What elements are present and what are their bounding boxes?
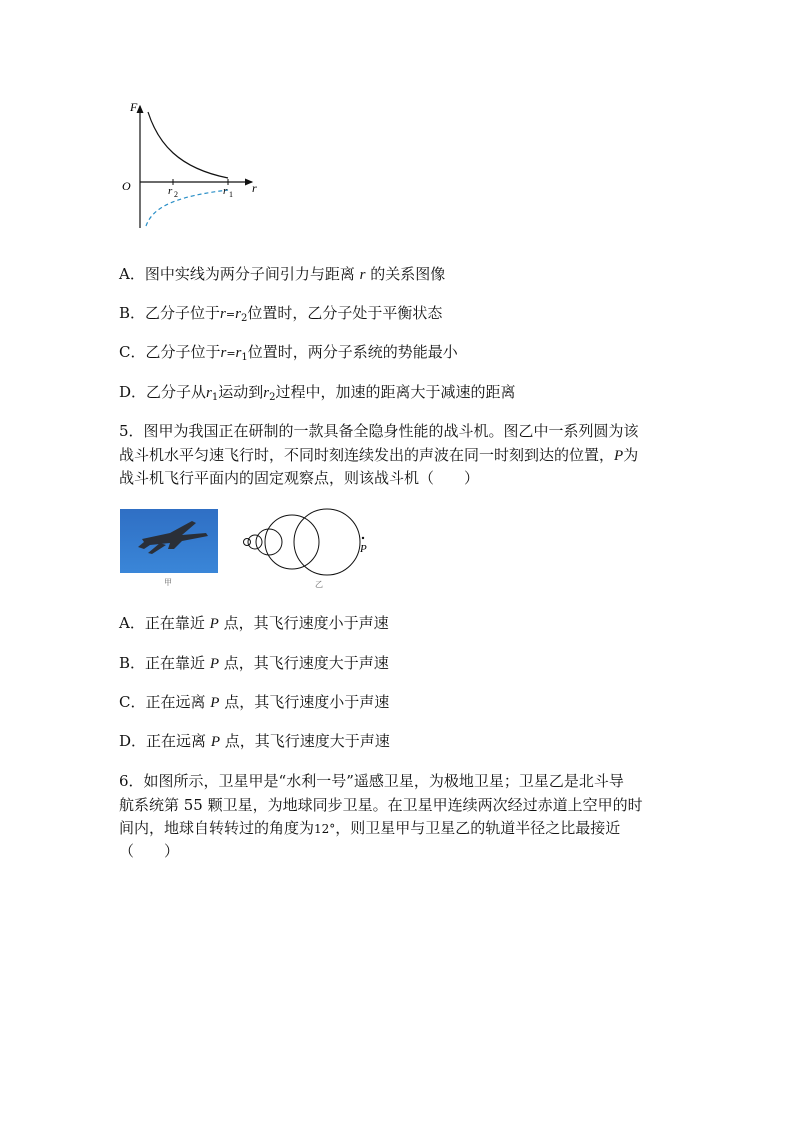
caption-yi: 乙	[315, 580, 323, 589]
q5-stem-line2: 战斗机水平匀速飞行时，不同时刻连续发出的声波在同一时刻到达的位置，P为	[119, 446, 639, 464]
force-distance-graph	[118, 98, 268, 238]
q4-option-a: A．图中实线为两分子间引力与距离 r 的关系图像	[119, 265, 446, 283]
sound-wave-circles	[236, 500, 376, 590]
q4-option-c: C．乙分子位于$r=r_1$位置时，两分子系统的势能最小	[119, 343, 458, 363]
q4-option-d: D．乙分子从$r_1$运动到$r_2$过程中，加速的距离大于减速的距离	[119, 383, 516, 403]
q5-option-a: A．正在靠近 P 点，其飞行速度小于声速	[119, 614, 389, 632]
y-axis-label: F	[130, 100, 138, 114]
q4-option-b: B．乙分子位于$r=r_2$位置时，乙分子处于平衡状态	[119, 304, 443, 324]
caption-jia: 甲	[164, 578, 172, 587]
point-p-label: P	[360, 543, 367, 555]
q6-stem-line1: 6．如图所示，卫星甲是“水利一号”遥感卫星，为极地卫星；卫星乙是北斗导	[119, 772, 624, 790]
origin-label: O	[122, 179, 131, 193]
r1-sub: 1	[229, 190, 233, 199]
x-axis-label: r	[252, 181, 257, 195]
q5-option-d: D．正在远离 P 点，其飞行速度大于声速	[119, 732, 390, 750]
r1-label: r	[223, 185, 228, 197]
dashed-curve	[146, 190, 228, 226]
q5-option-b: B．正在靠近 P 点，其飞行速度大于声速	[119, 654, 389, 672]
q5-option-c: C．正在远离 P 点，其飞行速度小于声速	[119, 693, 390, 711]
r2-sub: 2	[174, 190, 178, 199]
q5-stem-line3: 战斗机飞行平面内的固定观察点，则该战斗机（ ）	[119, 469, 480, 487]
q5-stem-line1: 5．图甲为我国正在研制的一款具备全隐身性能的战斗机。图乙中一系列圆为该	[119, 422, 639, 440]
q6-stem-line2: 航系统第 55 颗卫星，为地球同步卫星。在卫星甲连续两次经过赤道上空甲的时	[119, 796, 643, 814]
fighter-jet-photo	[120, 509, 218, 573]
q6-stem-line3: 间内，地球自转转过的角度为12°，则卫星甲与卫星乙的轨道半径之比最接近	[119, 819, 621, 837]
q6-stem-line4: （ ）	[119, 842, 180, 860]
r2-label: r	[168, 185, 173, 197]
solid-curve	[148, 112, 228, 178]
